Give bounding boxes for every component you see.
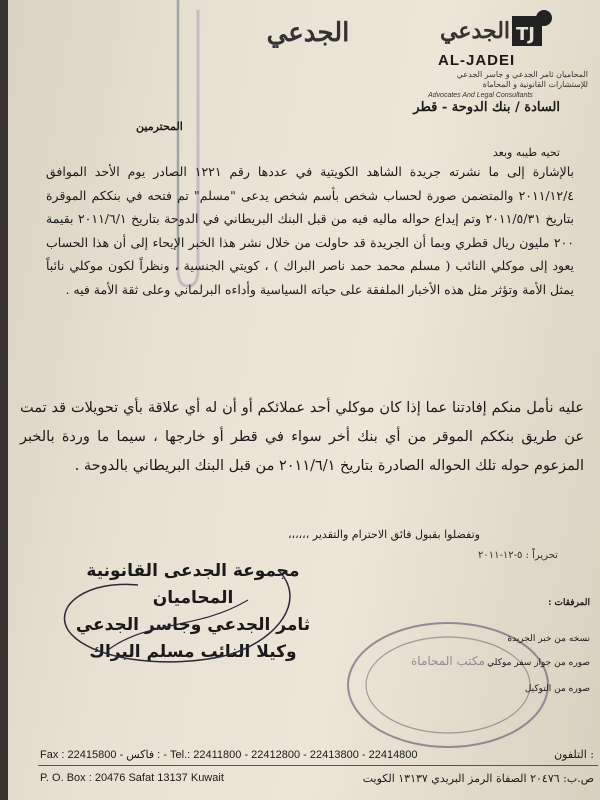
brand-english: Advocates And Legal Consultants xyxy=(428,92,533,99)
handwritten-signature-icon xyxy=(48,560,308,670)
signature-line-3: ثامر الجدعي وجاسر الجدعي xyxy=(75,615,311,635)
brand-name: AL-JADEI xyxy=(438,52,516,69)
footer-divider xyxy=(38,765,598,766)
footer-tel: - Tel.: 22411800 - 22412800 - 22413800 - 22414800 xyxy=(163,749,418,761)
letter-date: تحريراً : ٥-١٢-٢٠١١ xyxy=(478,550,558,561)
signature-line-1: مجموعة الجدعى القانونية xyxy=(86,561,300,581)
footer-pobox-ar: ص.ب: ٢٠٤٧٦ الصفاة الرمز البريدي ١٣١٣٧ الكويت xyxy=(362,772,594,785)
footer-pobox: P. O. Box : 20476 Safat 13137 Kuwait xyxy=(40,772,224,784)
attachment-item: صوره من التوكيل xyxy=(524,684,590,694)
paragraph-1: بالإشارة إلى ما نشرته جريدة الشاهد الكويتية في عددها رقم ١٢٢١ الصادر يوم الأحد الموافق ٢٠١١/١٢/٤ والمتضمن صورة لحساب شخص بأسم شخص يدعى "مسلم" تم فتحه في بنككم الموقرة بتاريخ ٢٠١١/٥/٣١ وتم إيداع حواله ماليه فيه من قبل البنك البريطاني في الدوحة بتاريخ ٢٠١١/٦/١ بقيمة ٢٠٠ مليون ريال قطري وبما أن الجريدة قد حاولت من خلال نشر هذا الخبر الإيحاء إلى أن هذا الحساب يعود إلى موكلي النائب ( مسلم محمد حمد ناصر البراك ) ، كويتي الجنسية ، ونظراً لكون موكلي نائباً يمثل الأمة وتؤثر مثل هذه الأخبار الملفقة على حياته السياسية وأداءه البرلماني وعلى ثقة الأمة فيه . xyxy=(46,164,574,297)
signature-line-4: وكيلا النائب مسلم البراك xyxy=(89,642,297,662)
svg-text:مكتب المحاماة: مكتب المحاماة xyxy=(411,654,485,668)
footer-contact xyxy=(40,748,418,761)
closing-line: وتفضلوا بقبول فائق الاحترام والتقدير ،،،،،، xyxy=(287,528,480,541)
paragraph-2: عليه نأمل منكم إفادتنا عما إذا كان موكلي أحد عملائكم أو أن له أي علاقة بأي تحويلات قد تمت عن طريق بنككم الموقر من أي بنك أخر سواء في قطر أو خارجها ، سيما ما وردة بالخبر المزعوم حوله تلك الحواله الصادرة بتاريخ ٢٠١١/٦/١ من قبل البنك البريطاني بالدوحة . xyxy=(20,400,584,474)
svg-text:TJ: TJ xyxy=(516,24,535,45)
addressee: السادة / بنك الدوحة - قطر xyxy=(413,100,560,115)
brand-subtitle: المحاميان ثامر الجدعي و جاسر الجدعي للإستشارات القانونية و المحاماة xyxy=(456,70,588,89)
greeting: تحيه طيبه وبعد xyxy=(492,146,560,159)
honorific: المحترمين xyxy=(136,120,183,133)
letter-page xyxy=(8,0,600,800)
attachments-title: المرفقات : xyxy=(548,598,590,608)
footer-tel-ar: التلفون : xyxy=(554,748,594,761)
footer-fax: Fax : 22415800 xyxy=(40,749,117,761)
footer-fax-ar: - فاكس : xyxy=(119,749,161,761)
logo-right-arabic: الجدعي xyxy=(440,18,511,44)
attachment-item: نسخه من خبر الجريدة xyxy=(507,634,590,644)
logo-left: الجدعي xyxy=(266,18,350,48)
office-stamp-icon xyxy=(338,590,598,760)
attachment-item: صوره من جواز سفر موكلي xyxy=(487,658,590,668)
signature-line-2: المحاميان xyxy=(152,588,234,608)
